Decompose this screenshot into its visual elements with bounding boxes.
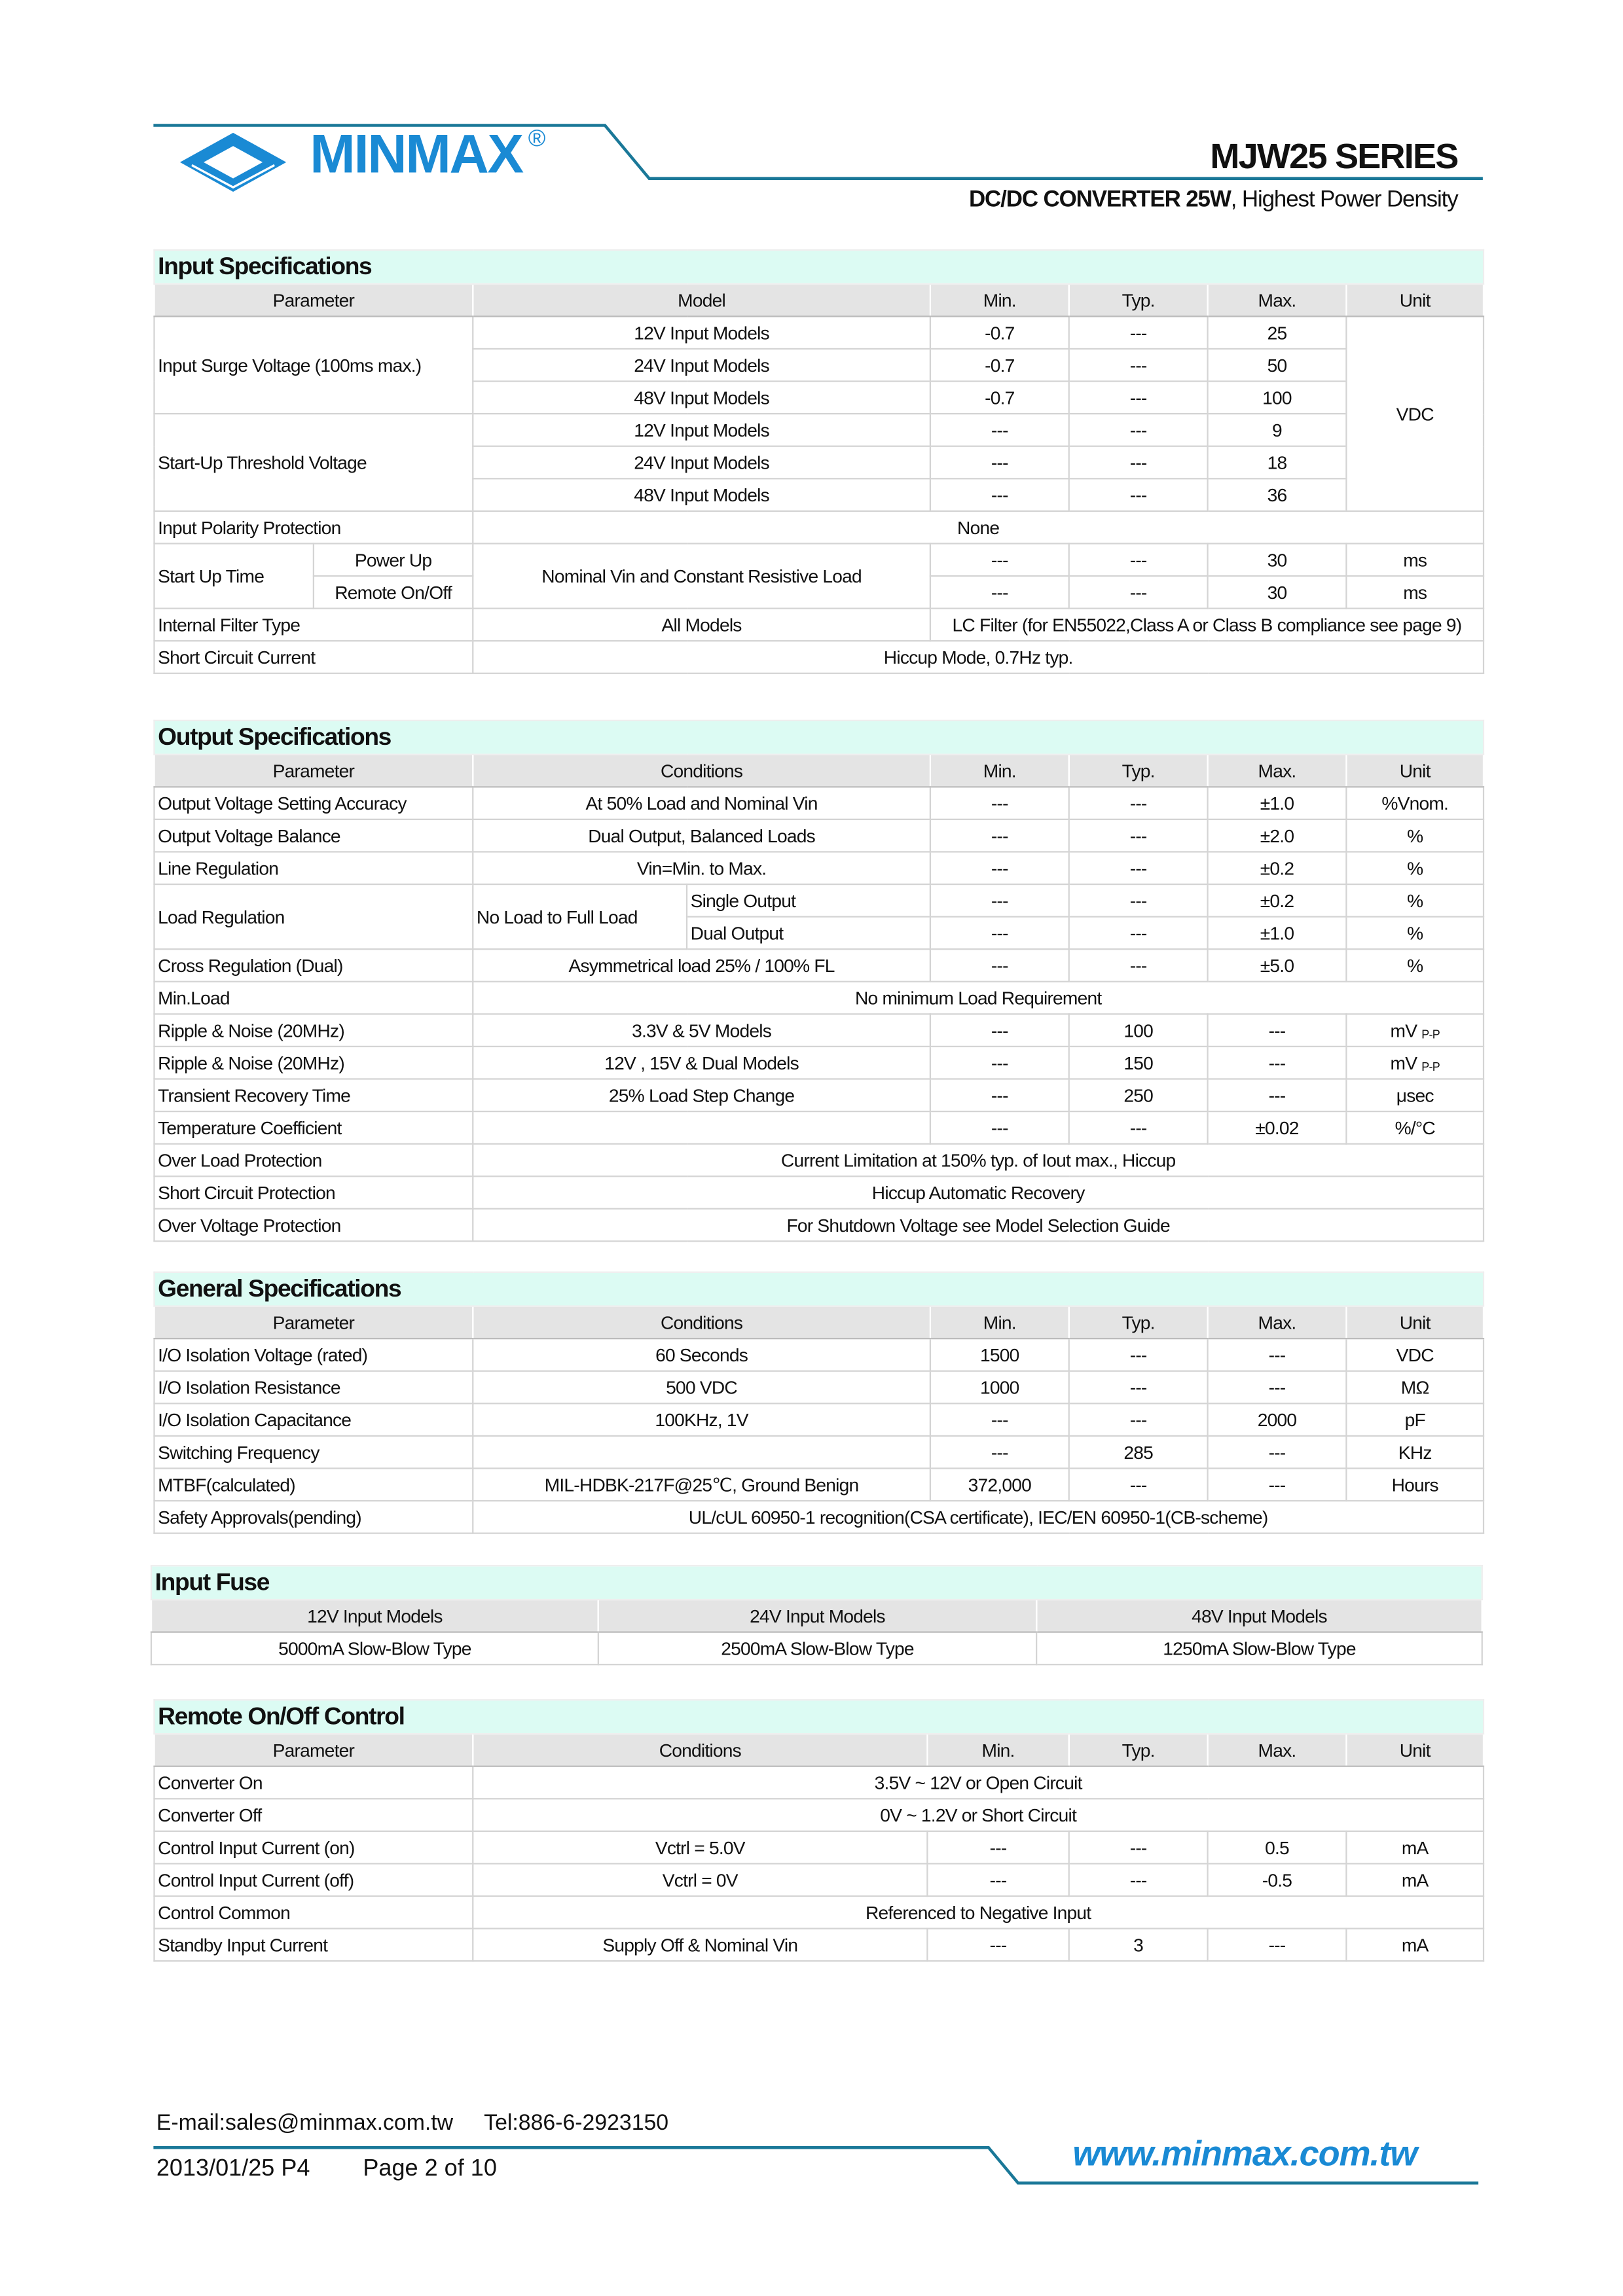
table-row <box>155 1403 1484 1436</box>
min-cell: -0.7 <box>930 382 1069 414</box>
max-cell: --- <box>1208 1371 1347 1404</box>
param-cell: Output Voltage Balance <box>155 819 473 852</box>
header-cell: Typ. <box>1069 755 1208 787</box>
min-cell: --- <box>930 852 1069 884</box>
condition-cell: Vctrl = 5.0V <box>473 1831 927 1864</box>
unit-cell: ms <box>1346 543 1484 576</box>
header-cell: Max. <box>1208 1306 1347 1339</box>
table-row <box>155 1176 1484 1209</box>
condition-cell: 12V , 15V & Dual Models <box>473 1047 930 1079</box>
param-cell: I/O Isolation Capacitance <box>155 1403 473 1436</box>
typ-cell: --- <box>1069 1403 1208 1436</box>
max-cell: --- <box>1208 1436 1347 1469</box>
table-row <box>155 787 1484 819</box>
header-cell: Typ. <box>1069 284 1208 317</box>
param-cell: Converter On <box>155 1767 473 1799</box>
unit-subscript: P-P <box>1421 1027 1440 1041</box>
unit-cell: ms <box>1346 576 1484 609</box>
table-row <box>155 1338 1484 1371</box>
typ-cell: --- <box>1069 1338 1208 1371</box>
param-cell: I/O Isolation Voltage (rated) <box>155 1338 473 1371</box>
unit-cell: % <box>1346 852 1484 884</box>
min-cell: --- <box>930 1047 1069 1079</box>
min-cell: --- <box>930 787 1069 819</box>
header-cell: Min. <box>930 284 1069 317</box>
typ-cell: --- <box>1069 543 1208 576</box>
subcondition-cell: Single Output <box>687 884 930 917</box>
max-cell: --- <box>1208 1929 1347 1962</box>
condition-cell: At 50% Load and Nominal Vin <box>473 787 930 819</box>
unit-text: mV <box>1390 1020 1417 1041</box>
max-cell: --- <box>1208 1014 1347 1047</box>
unit-cell: % <box>1346 884 1484 917</box>
table-row <box>155 1929 1484 1962</box>
max-cell: 30 <box>1208 576 1347 609</box>
min-cell: -0.7 <box>930 349 1069 382</box>
footer-page: Page 2 of 10 <box>363 2156 497 2182</box>
footer-email[interactable]: E-mail:sales@minmax.com.tw <box>156 2110 454 2136</box>
unit-subscript: P-P <box>1421 1060 1440 1073</box>
fuse-cell: 2500mA Slow-Blow Type <box>598 1632 1036 1665</box>
unit-cell: % <box>1346 917 1484 950</box>
min-cell: 372,000 <box>930 1468 1069 1501</box>
typ-cell: 250 <box>1069 1079 1208 1112</box>
value-cell: 3.5V ~ 12V or Open Circuit <box>473 1767 1484 1799</box>
unit-cell <box>1346 1047 1484 1079</box>
header-cell: Unit <box>1346 1734 1484 1767</box>
table-row <box>155 949 1484 982</box>
header-cell: Min. <box>930 1306 1069 1339</box>
max-cell: 0.5 <box>1208 1831 1347 1864</box>
max-cell: ±0.2 <box>1208 852 1347 884</box>
param-cell: Safety Approvals(pending) <box>155 1501 473 1534</box>
condition-cell: Vin=Min. to Max. <box>473 852 930 884</box>
model-cell: All Models <box>473 609 930 641</box>
subparam-cell: Power Up <box>314 543 473 576</box>
table-row <box>155 1436 1484 1469</box>
condition-cell: 25% Load Step Change <box>473 1079 930 1112</box>
header-cell: Min. <box>927 1734 1068 1767</box>
unit-cell: mA <box>1346 1929 1484 1962</box>
value-cell: None <box>473 511 1484 544</box>
unit-cell: %Vnom. <box>1346 787 1484 819</box>
min-cell: -0.7 <box>930 316 1069 349</box>
max-cell: ±0.02 <box>1208 1111 1347 1144</box>
output-specifications-table <box>153 720 1484 1242</box>
max-cell: ±1.0 <box>1208 917 1347 950</box>
value-cell: 0V ~ 1.2V or Short Circuit <box>473 1799 1484 1831</box>
condition-cell: MIL-HDBK-217F@25℃, Ground Benign <box>473 1468 930 1501</box>
table-row <box>155 1799 1484 1831</box>
header-cell: Typ. <box>1069 1306 1208 1339</box>
condition-cell: 60 Seconds <box>473 1338 930 1371</box>
param-cell: Control Input Current (on) <box>155 1831 473 1864</box>
header-cell: Max. <box>1208 284 1347 317</box>
max-cell: ±1.0 <box>1208 787 1347 819</box>
param-cell: Internal Filter Type <box>155 609 473 641</box>
table-row <box>155 1371 1484 1404</box>
typ-cell: 100 <box>1069 1014 1208 1047</box>
max-cell: 9 <box>1208 414 1347 446</box>
header-cell: Parameter <box>155 1734 473 1767</box>
unit-cell <box>1346 1014 1484 1047</box>
table-row <box>155 1209 1484 1242</box>
header-cell: Conditions <box>473 1734 927 1767</box>
min-cell: --- <box>930 446 1069 479</box>
param-cell: Min.Load <box>155 982 473 1014</box>
param-cell: Control Input Current (off) <box>155 1863 473 1896</box>
param-cell: Cross Regulation (Dual) <box>155 949 473 982</box>
min-cell: --- <box>930 1403 1069 1436</box>
header-cell: Min. <box>930 755 1069 787</box>
param-cell: Output Voltage Setting Accuracy <box>155 787 473 819</box>
min-cell: --- <box>930 1079 1069 1112</box>
typ-cell: --- <box>1069 576 1208 609</box>
max-cell: --- <box>1208 1468 1347 1501</box>
typ-cell: 285 <box>1069 1436 1208 1469</box>
input-specifications-table <box>153 249 1484 674</box>
min-cell: --- <box>930 414 1069 446</box>
max-cell: ±5.0 <box>1208 949 1347 982</box>
model-cell: 24V Input Models <box>473 446 930 479</box>
header-cell: Model <box>473 284 930 317</box>
typ-cell: --- <box>1069 1111 1208 1144</box>
typ-cell: --- <box>1069 414 1208 446</box>
footer-tel: Tel:886-6-2923150 <box>484 2110 669 2136</box>
table-row <box>155 982 1484 1014</box>
header-cell: Parameter <box>155 1306 473 1339</box>
max-cell: 30 <box>1208 543 1347 576</box>
table-row <box>155 609 1484 641</box>
unit-cell: mA <box>1346 1831 1484 1864</box>
table-row <box>155 1111 1484 1144</box>
table-row <box>155 1863 1484 1896</box>
condition-cell: No Load to Full Load <box>473 884 687 949</box>
header-cell: Unit <box>1346 1306 1484 1339</box>
value-cell: Referenced to Negative Input <box>473 1896 1484 1929</box>
table-row <box>155 852 1484 884</box>
model-cell: 48V Input Models <box>473 382 930 414</box>
table-row <box>151 1632 1482 1665</box>
value-cell: Hiccup Automatic Recovery <box>473 1176 1484 1209</box>
unit-cell: VDC <box>1346 1338 1484 1371</box>
model-cell: 48V Input Models <box>473 478 930 511</box>
remote-on-off-table <box>153 1699 1484 1962</box>
condition-cell: Vctrl = 0V <box>473 1863 927 1896</box>
input-fuse-table <box>151 1565 1483 1665</box>
max-cell: 100 <box>1208 382 1347 414</box>
condition-cell: Dual Output, Balanced Loads <box>473 819 930 852</box>
typ-cell: --- <box>1069 1371 1208 1404</box>
fuse-cell: 1250mA Slow-Blow Type <box>1036 1632 1482 1665</box>
min-cell: --- <box>930 543 1069 576</box>
value-cell: UL/cUL 60950-1 recognition(CSA certificate), IEC/EN 60950-1(CB-scheme) <box>473 1501 1484 1534</box>
condition-cell <box>473 1111 930 1144</box>
param-cell: Temperature Coefficient <box>155 1111 473 1144</box>
table-row <box>155 1468 1484 1501</box>
min-cell: --- <box>930 949 1069 982</box>
value-cell: For Shutdown Voltage see Model Selection Guide <box>473 1209 1484 1242</box>
param-cell: MTBF(calculated) <box>155 1468 473 1501</box>
max-cell: 25 <box>1208 316 1347 349</box>
footer-website-link[interactable]: www.minmax.com.tw <box>1072 2134 1417 2174</box>
min-cell: --- <box>930 1436 1069 1469</box>
param-cell: Ripple & Noise (20MHz) <box>155 1014 473 1047</box>
max-cell: 36 <box>1208 478 1347 511</box>
table-row <box>155 543 1484 576</box>
typ-cell: 3 <box>1069 1929 1208 1962</box>
max-cell: 2000 <box>1208 1403 1347 1436</box>
typ-cell: 150 <box>1069 1047 1208 1079</box>
header-cell: Unit <box>1346 755 1484 787</box>
min-cell: --- <box>930 917 1069 950</box>
param-cell: Short Circuit Protection <box>155 1176 473 1209</box>
subtitle-rest: , Highest Power Density <box>1230 187 1458 213</box>
min-cell: --- <box>930 819 1069 852</box>
param-cell: Over Voltage Protection <box>155 1209 473 1242</box>
param-cell: Standby Input Current <box>155 1929 473 1962</box>
typ-cell: --- <box>1069 787 1208 819</box>
header-cell: Max. <box>1208 1734 1347 1767</box>
series-title: MJW25 SERIES <box>1210 137 1458 177</box>
table-row <box>155 1079 1484 1112</box>
unit-cell: %/°C <box>1346 1111 1484 1144</box>
param-cell: Switching Frequency <box>155 1436 473 1469</box>
condition-cell: 100KHz, 1V <box>473 1403 930 1436</box>
typ-cell: --- <box>1069 478 1208 511</box>
header-cell: Typ. <box>1069 1734 1208 1767</box>
unit-cell: KHz <box>1346 1436 1484 1469</box>
typ-cell: --- <box>1069 852 1208 884</box>
table-row <box>155 511 1484 544</box>
section-title: Input Fuse <box>151 1566 1482 1600</box>
param-cell: Start Up Time <box>155 543 314 608</box>
table-row <box>155 414 1484 446</box>
unit-cell: VDC <box>1346 316 1484 511</box>
unit-cell: pF <box>1346 1403 1484 1436</box>
param-cell: Transient Recovery Time <box>155 1079 473 1112</box>
typ-cell: --- <box>1069 1863 1208 1896</box>
condition-cell: 500 VDC <box>473 1371 930 1404</box>
fuse-cell: 5000mA Slow-Blow Type <box>151 1632 598 1665</box>
header-cell: Conditions <box>473 1306 930 1339</box>
subcondition-cell: Dual Output <box>687 917 930 950</box>
max-cell: 18 <box>1208 446 1347 479</box>
header-cell: Parameter <box>155 755 473 787</box>
param-cell: Short Circuit Current <box>155 641 473 673</box>
unit-cell: mA <box>1346 1863 1484 1896</box>
min-cell: --- <box>930 1111 1069 1144</box>
param-cell: Ripple & Noise (20MHz) <box>155 1047 473 1079</box>
table-row <box>155 884 1484 917</box>
typ-cell: --- <box>1069 949 1208 982</box>
header-cell: Conditions <box>473 755 930 787</box>
typ-cell: --- <box>1069 382 1208 414</box>
unit-cell: MΩ <box>1346 1371 1484 1404</box>
param-cell: Start-Up Threshold Voltage <box>155 414 473 511</box>
typ-cell: --- <box>1069 917 1208 950</box>
max-cell: --- <box>1208 1338 1347 1371</box>
min-cell: --- <box>930 478 1069 511</box>
param-cell: Over Load Protection <box>155 1144 473 1177</box>
table-row <box>155 1144 1484 1177</box>
min-cell: --- <box>927 1831 1068 1864</box>
min-cell: 1500 <box>930 1338 1069 1371</box>
max-cell: --- <box>1208 1079 1347 1112</box>
table-row <box>155 641 1484 673</box>
value-cell: No minimum Load Requirement <box>473 982 1484 1014</box>
table-row <box>155 1767 1484 1799</box>
min-cell: --- <box>927 1863 1068 1896</box>
header-cell: Max. <box>1208 755 1347 787</box>
param-cell: Input Surge Voltage (100ms max.) <box>155 316 473 414</box>
model-cell: 12V Input Models <box>473 316 930 349</box>
brand-name: MINMAX <box>310 124 522 185</box>
param-cell: Line Regulation <box>155 852 473 884</box>
section-title: Output Specifications <box>155 721 1484 755</box>
footer-date: 2013/01/25 P4 <box>156 2156 310 2182</box>
table-row <box>155 819 1484 852</box>
table-row <box>155 316 1484 349</box>
param-cell: I/O Isolation Resistance <box>155 1371 473 1404</box>
section-title: General Specifications <box>155 1272 1484 1306</box>
param-cell: Load Regulation <box>155 884 473 949</box>
section-title: Remote On/Off Control <box>155 1700 1484 1734</box>
typ-cell: --- <box>1069 446 1208 479</box>
max-cell: --- <box>1208 1047 1347 1079</box>
max-cell: 50 <box>1208 349 1347 382</box>
param-cell: Input Polarity Protection <box>155 511 473 544</box>
param-cell: Control Common <box>155 1896 473 1929</box>
header-cell: 24V Input Models <box>598 1600 1036 1632</box>
series-subtitle <box>969 187 1458 214</box>
condition-cell: Asymmetrical load 25% / 100% FL <box>473 949 930 982</box>
min-cell: 1000 <box>930 1371 1069 1404</box>
table-row <box>155 1014 1484 1047</box>
unit-cell: μsec <box>1346 1079 1484 1112</box>
header-cell: Parameter <box>155 284 473 317</box>
model-cell: Nominal Vin and Constant Resistive Load <box>473 543 930 608</box>
typ-cell: --- <box>1069 349 1208 382</box>
typ-cell: --- <box>1069 819 1208 852</box>
general-specifications-table <box>153 1272 1484 1534</box>
max-cell: -0.5 <box>1208 1863 1347 1896</box>
value-cell: LC Filter (for EN55022,Class A or Class B compliance see page 9) <box>930 609 1484 641</box>
min-cell: --- <box>930 576 1069 609</box>
section-title: Input Specifications <box>155 250 1484 284</box>
unit-text: mV <box>1390 1052 1417 1073</box>
min-cell: --- <box>927 1929 1068 1962</box>
model-cell: 12V Input Models <box>473 414 930 446</box>
table-row <box>155 1047 1484 1079</box>
value-cell: Hiccup Mode, 0.7Hz typ. <box>473 641 1484 673</box>
param-cell: Converter Off <box>155 1799 473 1831</box>
typ-cell: --- <box>1069 1831 1208 1864</box>
unit-cell: % <box>1346 949 1484 982</box>
table-row <box>155 1896 1484 1929</box>
header-cell: 12V Input Models <box>151 1600 598 1632</box>
min-cell: --- <box>930 884 1069 917</box>
condition-cell: Supply Off & Nominal Vin <box>473 1929 927 1962</box>
value-cell: Current Limitation at 150% typ. of Iout max., Hiccup <box>473 1144 1484 1177</box>
registered-mark: ® <box>528 126 546 152</box>
header-cell: 48V Input Models <box>1036 1600 1482 1632</box>
unit-cell: Hours <box>1346 1468 1484 1501</box>
typ-cell: --- <box>1069 316 1208 349</box>
minmax-logo-icon <box>177 130 289 194</box>
subparam-cell: Remote On/Off <box>314 576 473 609</box>
condition-cell <box>473 1436 930 1469</box>
min-cell: --- <box>930 1014 1069 1047</box>
max-cell: ±0.2 <box>1208 884 1347 917</box>
header-cell: Unit <box>1346 284 1484 317</box>
model-cell: 24V Input Models <box>473 349 930 382</box>
subtitle-bold: DC/DC CONVERTER 25W <box>968 187 1231 213</box>
condition-cell: 3.3V & 5V Models <box>473 1014 930 1047</box>
typ-cell: --- <box>1069 884 1208 917</box>
max-cell: ±2.0 <box>1208 819 1347 852</box>
typ-cell: --- <box>1069 1468 1208 1501</box>
table-row <box>155 1501 1484 1534</box>
table-row <box>155 1831 1484 1864</box>
unit-cell: % <box>1346 819 1484 852</box>
